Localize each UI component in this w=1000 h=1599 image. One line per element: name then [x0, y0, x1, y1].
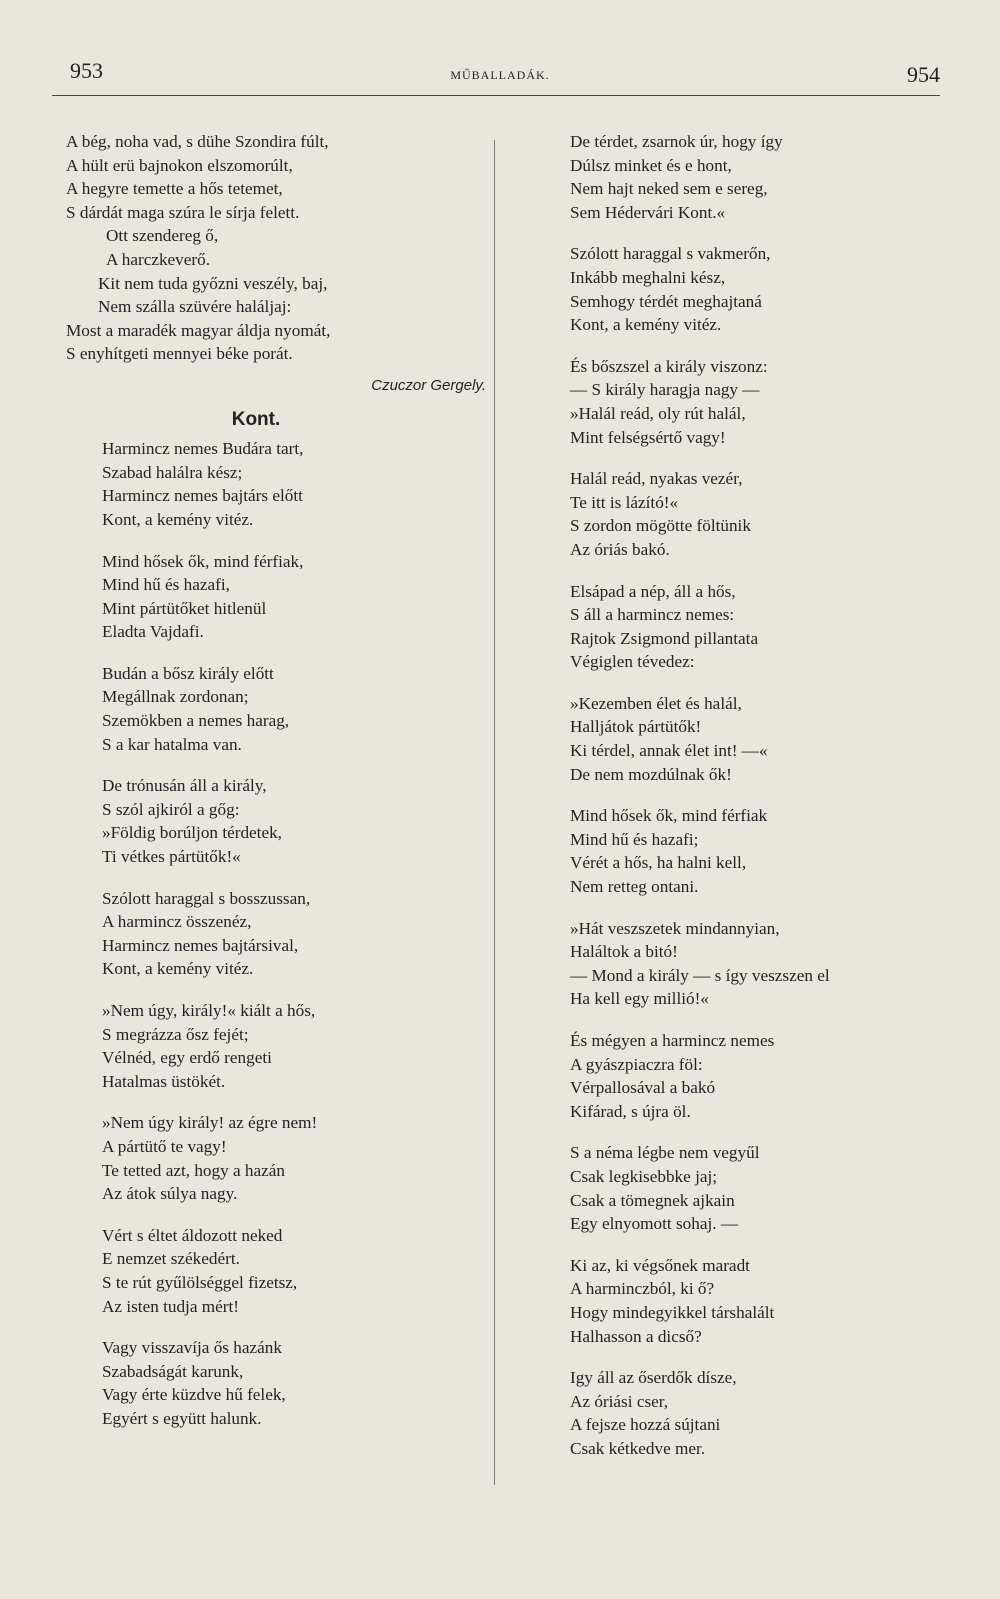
- poem-line: Kit nem tuda győzni veszély, baj,: [98, 273, 328, 293]
- stanza: [570, 580, 970, 674]
- poem-line: Halhasson a dicső?: [570, 1326, 702, 1346]
- poem-line: »Halál reád, oly rút halál,: [570, 403, 746, 423]
- poem-line: Megállnak zordonan;: [102, 687, 249, 707]
- poem-line: Nem hajt neked sem e sereg,: [570, 179, 768, 199]
- stanza: [102, 1111, 486, 1205]
- poem-line: A harmincz összenéz,: [102, 912, 252, 932]
- stanza: [570, 130, 970, 224]
- poem-line: Hatalmas üstökét.: [102, 1071, 226, 1091]
- poem-line: De trónusán áll a király,: [102, 776, 267, 796]
- poem-line: Mint pártütőket hitlenül: [102, 598, 267, 618]
- stanza: [102, 550, 486, 644]
- poem-line: S megrázza ősz fejét;: [102, 1024, 249, 1044]
- stanza: [102, 662, 486, 756]
- poem-line: — Mond a király — s így veszszen el: [570, 965, 830, 985]
- kont-stanzas-left: [66, 437, 486, 1430]
- poem-line: Rajtok Zsigmond pillantata: [570, 628, 759, 648]
- stanza: [570, 355, 970, 449]
- poem-line: A hült erü bajnokon elszomorúlt,: [66, 155, 293, 175]
- poem-line: Kont, a kemény vitéz.: [570, 315, 722, 335]
- running-title: MŰBALLADÁK.: [450, 68, 550, 82]
- poem-line: Harmincz nemes bajtársival,: [102, 935, 299, 955]
- poem-line: »Kezemben élet és halál,: [570, 693, 742, 713]
- poem-line: »Hát veszszetek mindannyian,: [570, 918, 780, 938]
- poem-line: »Földig borúljon térdetek,: [102, 823, 282, 843]
- author-signature: Czuczor Gergely.: [371, 376, 486, 394]
- poem-line: E nemzet székedért.: [102, 1249, 240, 1269]
- szondi-closing-stanza: [66, 130, 486, 366]
- poem-line: Kont, a kemény vitéz.: [102, 509, 254, 529]
- poem-line: Halál reád, nyakas vezér,: [570, 469, 743, 489]
- poem-title: Kont.: [231, 408, 281, 430]
- poem-line: Kont, a kemény vitéz.: [102, 959, 254, 979]
- poem-line: S dárdát maga szúra le sírja felett.: [66, 202, 300, 222]
- right-column: [570, 130, 970, 1479]
- poem-line: Vért s éltet áldozott neked: [102, 1225, 283, 1245]
- poem-line: A bég, noha vad, s dühe Szondira fúlt,: [66, 132, 329, 151]
- poem-line: Csak legkisebbke jaj;: [570, 1166, 718, 1186]
- poem-line: Mind hősek ők, mind férfiak,: [102, 551, 304, 571]
- poem-line: És bőszszel a király viszonz:: [570, 356, 768, 376]
- poem-line: Szabadságát karunk,: [102, 1361, 244, 1381]
- poem-line: Vérpallosával a bakó: [570, 1078, 716, 1098]
- poem-line: Vélnéd, egy erdő rengeti: [102, 1048, 272, 1068]
- stanza: [102, 774, 486, 868]
- stanza: [570, 1254, 970, 1348]
- stanza: [570, 1141, 970, 1235]
- stanza: [102, 1224, 486, 1318]
- poem-line: Harmincz nemes bajtárs előtt: [102, 486, 303, 506]
- poem-line: Az óriási cser,: [570, 1391, 669, 1411]
- poem-line: Ti vétkes pártütők!«: [102, 847, 241, 867]
- poem-line: Mind hű és hazafi;: [570, 829, 699, 849]
- stanza: [570, 242, 970, 336]
- stanza: [570, 692, 970, 786]
- poem-line: Egyért s együtt halunk.: [102, 1408, 262, 1428]
- poem-line: S áll a harmincz nemes:: [570, 605, 735, 625]
- page-number-right: 954: [907, 62, 940, 87]
- stanza: [102, 1336, 486, 1430]
- poem-line: Eladta Vajdafi.: [102, 622, 204, 642]
- poem-line: S zordon mögötte föltünik: [570, 516, 751, 536]
- poem-line: Az átok súlya nagy.: [102, 1184, 238, 1204]
- poem-line: — S király haragja nagy —: [570, 380, 760, 400]
- poem-line: Nem szálla szüvére haláljaj:: [98, 297, 292, 317]
- poem-line: Az isten tudja mért!: [102, 1296, 239, 1316]
- poem-line: Szólott haraggal s bosszussan,: [102, 888, 311, 908]
- poem-line: Dúlsz minket és e hont,: [570, 155, 732, 175]
- poem-line: S a néma légbe nem vegyűl: [570, 1143, 760, 1163]
- poem-line: Haláltok a bitó!: [570, 942, 678, 962]
- stanza: [102, 437, 486, 531]
- poem-line: Az óriás bakó.: [570, 539, 670, 559]
- poem-line: Harmincz nemes Budára tart,: [102, 439, 304, 459]
- poem-line: Szabad halálra kész;: [102, 462, 243, 482]
- poem-line: Most a maradék magyar áldja nyomát,: [66, 320, 331, 340]
- poem-line: S te rút gyűlölséggel fizetsz,: [102, 1272, 298, 1292]
- poem-line: Halljátok pártütők!: [570, 717, 702, 737]
- poem-line: Vagy érte küzdve hű felek,: [102, 1385, 286, 1405]
- poem-line: »Nem úgy, király!« kiált a hős,: [102, 1001, 316, 1020]
- left-column: [66, 130, 486, 1449]
- poem-line: »Nem úgy király! az égre nem!: [102, 1113, 318, 1133]
- poem-line: Ha kell egy millió!«: [570, 989, 709, 1009]
- poem-line: Ott szendereg ő,: [106, 226, 219, 246]
- poem-line: Elsápad a nép, áll a hős,: [570, 581, 736, 601]
- poem-line: Te itt is lázító!«: [570, 492, 679, 512]
- page-number-left: 953: [70, 58, 103, 83]
- poem-line: A hegyre temette a hős tetemet,: [66, 179, 283, 199]
- stanza: [570, 1029, 970, 1123]
- poem-line: Inkább meghalni kész,: [570, 267, 726, 287]
- poem-line: Sem Hédervári Kont.«: [570, 202, 726, 222]
- stanza: [570, 804, 970, 898]
- poem-line: De nem mozdúlnak ők!: [570, 764, 732, 784]
- poem-line: Ki az, ki végsőnek maradt: [570, 1255, 750, 1275]
- poem-line: De térdet, zsarnok úr, hogy így: [570, 132, 783, 151]
- kont-stanzas-right: [570, 130, 970, 1461]
- poem-line: A harminczból, ki ő?: [570, 1279, 715, 1299]
- poem-line: Budán a bősz király előtt: [102, 663, 274, 683]
- poem-line: Vérét a hős, ha halni kell,: [570, 853, 747, 873]
- poem-line: Egy elnyomott sohaj. —: [570, 1214, 739, 1234]
- stanza: [570, 917, 970, 1011]
- stanza: [102, 887, 486, 981]
- poem-line: Ki térdel, annak élet int! —«: [570, 741, 768, 761]
- poem-line: Nem retteg ontani.: [570, 877, 699, 897]
- column-divider: [494, 140, 495, 1485]
- poem-line: Szólott haraggal s vakmerőn,: [570, 244, 771, 264]
- poem-line: Vagy visszavíja ős hazánk: [102, 1338, 282, 1358]
- poem-line: És mégyen a harmincz nemes: [570, 1031, 775, 1050]
- page-header: [60, 58, 940, 98]
- poem-line: S enyhítgeti mennyei béke porát.: [66, 344, 293, 364]
- poem-line: A fejsze hozzá sújtani: [570, 1415, 721, 1435]
- poem-line: S a kar hatalma van.: [102, 734, 242, 754]
- poem-line: S szól ajkiról a gőg:: [102, 799, 240, 819]
- stanza: [570, 1366, 970, 1460]
- poem-line: Kifárad, s újra öl.: [570, 1101, 691, 1121]
- header-rule: [52, 95, 940, 96]
- poem-line: Csak kétkedve mer.: [570, 1438, 706, 1458]
- stanza: [102, 999, 486, 1093]
- poem-line: Mind hű és hazafi,: [102, 575, 230, 595]
- poem-line: A harczkeverő.: [106, 249, 211, 269]
- poem-line: Mint felségsértő vagy!: [570, 427, 726, 447]
- poem-line: Csak a tömegnek ajkain: [570, 1190, 735, 1210]
- poem-line: Igy áll az őserdők dísze,: [570, 1368, 737, 1388]
- poem-line: A pártütő te vagy!: [102, 1136, 227, 1156]
- stanza: [570, 467, 970, 561]
- poem-line: Mind hősek ők, mind férfiak: [570, 806, 768, 826]
- poem-line: Semhogy térdét meghajtaná: [570, 291, 762, 311]
- poem-line: Végiglen tévedez:: [570, 652, 695, 672]
- poem-line: Hogy mindegyikkel társhalált: [570, 1302, 775, 1322]
- poem-line: Te tetted azt, hogy a hazán: [102, 1160, 285, 1180]
- poem-line: Szemökben a nemes harag,: [102, 711, 290, 731]
- poem-line: A gyászpiaczra föl:: [570, 1054, 703, 1074]
